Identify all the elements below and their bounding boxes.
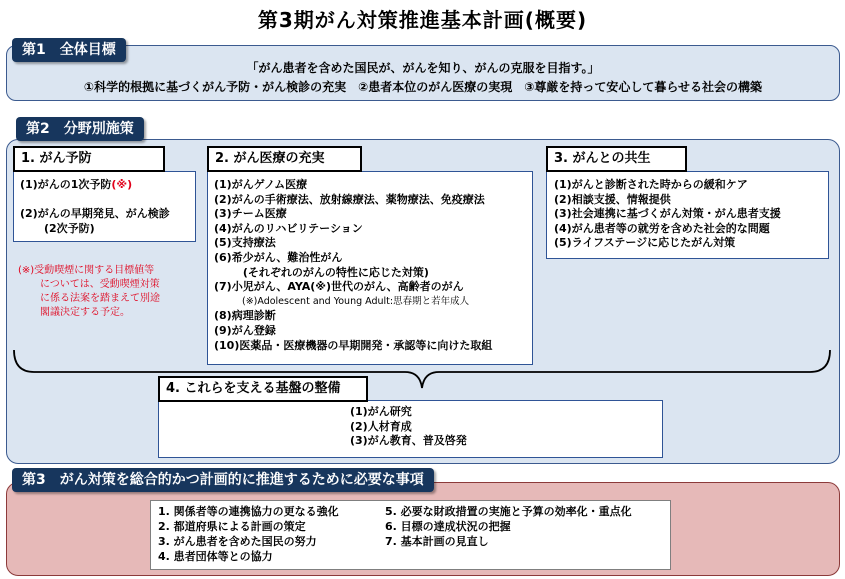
medical-item: (7)小児がん、AYA(※)世代のがん、高齢者のがん (214, 280, 464, 294)
prevention-item1-label: (1)がんの1次予防 (20, 178, 112, 191)
aya-note: (※)Adolescent and Young Adult:思春期と若年成人 (242, 295, 470, 307)
promotion-left-items (158, 504, 339, 564)
smoking-note-line: 閣議決定する予定。 (40, 307, 130, 318)
smoking-note-line: (※)受動喫煙に関する目標値等 (18, 265, 155, 276)
medical-item: (2)がんの手術療法、放射線療法、薬物療法、免疫療法 (214, 192, 485, 206)
promotion-item: 6. 目標の達成状況の把握 (385, 520, 511, 533)
foundation-item: (2)人材育成 (350, 419, 412, 433)
overall-goals: ①科学的根拠に基づくがん予防・がん検診の充実 ②患者本位のがん医療の実現 ③尊厳を持って安心して暮らせる社会の構築 (83, 80, 763, 94)
prevention-item2: (2)がんの早期発見、がん検診 (20, 207, 170, 220)
coexist-item: (5)ライフステージに応じたがん対策 (554, 236, 736, 250)
coexist-item: (1)がんと診断された時からの緩和ケア (554, 178, 748, 191)
promotion-right-items (385, 504, 632, 549)
coexist-item: (3)社会連携に基づくがん対策・がん患者支援 (554, 207, 781, 221)
medical-item: (5)支持療法 (214, 236, 276, 250)
prevention-tab: 1. がん予防 (13, 146, 165, 172)
medical-tab: 2. がん医療の充実 (207, 146, 362, 172)
medical-item: (4)がんのリハビリテーション (214, 221, 363, 235)
promotion-item: 4. 患者団体等との協力 (158, 550, 273, 563)
prevention-item2-cont: (2次予防) (44, 222, 95, 235)
coexist-tab: 3. がんとの共生 (546, 146, 687, 172)
medical-item: (6)希少がん、難治性がん (214, 250, 343, 264)
promotion-item: 7. 基本計画の見直し (385, 535, 489, 548)
medical-item: (9)がん登録 (214, 323, 276, 337)
medical-item: (10)医薬品・医療機器の早期開発・承認等に向けた取組 (214, 338, 493, 352)
foundation-tab: 4. これらを支える基盤の整備 (158, 376, 368, 402)
overall-slogan: 「がん患者を含めた国民が、がんを知り、がんの克服を目指す。」 (246, 61, 600, 75)
coexist-item: (4)がん患者等の就労を含めた社会的な問題 (554, 221, 770, 235)
smoking-note-line: については、受動喫煙対策 (40, 279, 160, 290)
promotion-item: 1. 関係者等の連携協力の更なる強化 (158, 505, 339, 518)
promotion-item: 2. 都道府県による計画の策定 (158, 520, 306, 533)
smoking-note-line: に係る法案を踏まえて別途 (40, 293, 160, 304)
section3-tab: 第3 がん対策を総合的かつ計画的に推進するために必要な事項 (12, 468, 434, 492)
page-title: 第3期がん対策推進基本計画(概要) (257, 8, 588, 32)
coexist-item: (2)相談支援、情報提供 (554, 192, 671, 206)
foundation-item: (1)がん研究 (350, 405, 412, 418)
medical-item: (8)病理診断 (214, 309, 276, 323)
section1-tab: 第1 全体目標 (12, 38, 126, 62)
foundation-item: (3)がん教育、普及啓発 (350, 434, 467, 448)
promotion-item: 3. がん患者を含めた国民の努力 (158, 535, 317, 548)
section2-tab: 第2 分野別施策 (16, 117, 144, 141)
medical-item: (それぞれのがんの特性に応じた対策) (228, 265, 429, 279)
prevention-item1-mark: (※) (111, 178, 133, 191)
medical-item: (1)がんゲノム医療 (214, 178, 308, 191)
medical-item: (3)チーム医療 (214, 207, 287, 221)
foundation-items (350, 405, 467, 449)
promotion-item: 5. 必要な財政措置の実施と予算の効率化・重点化 (385, 505, 632, 518)
